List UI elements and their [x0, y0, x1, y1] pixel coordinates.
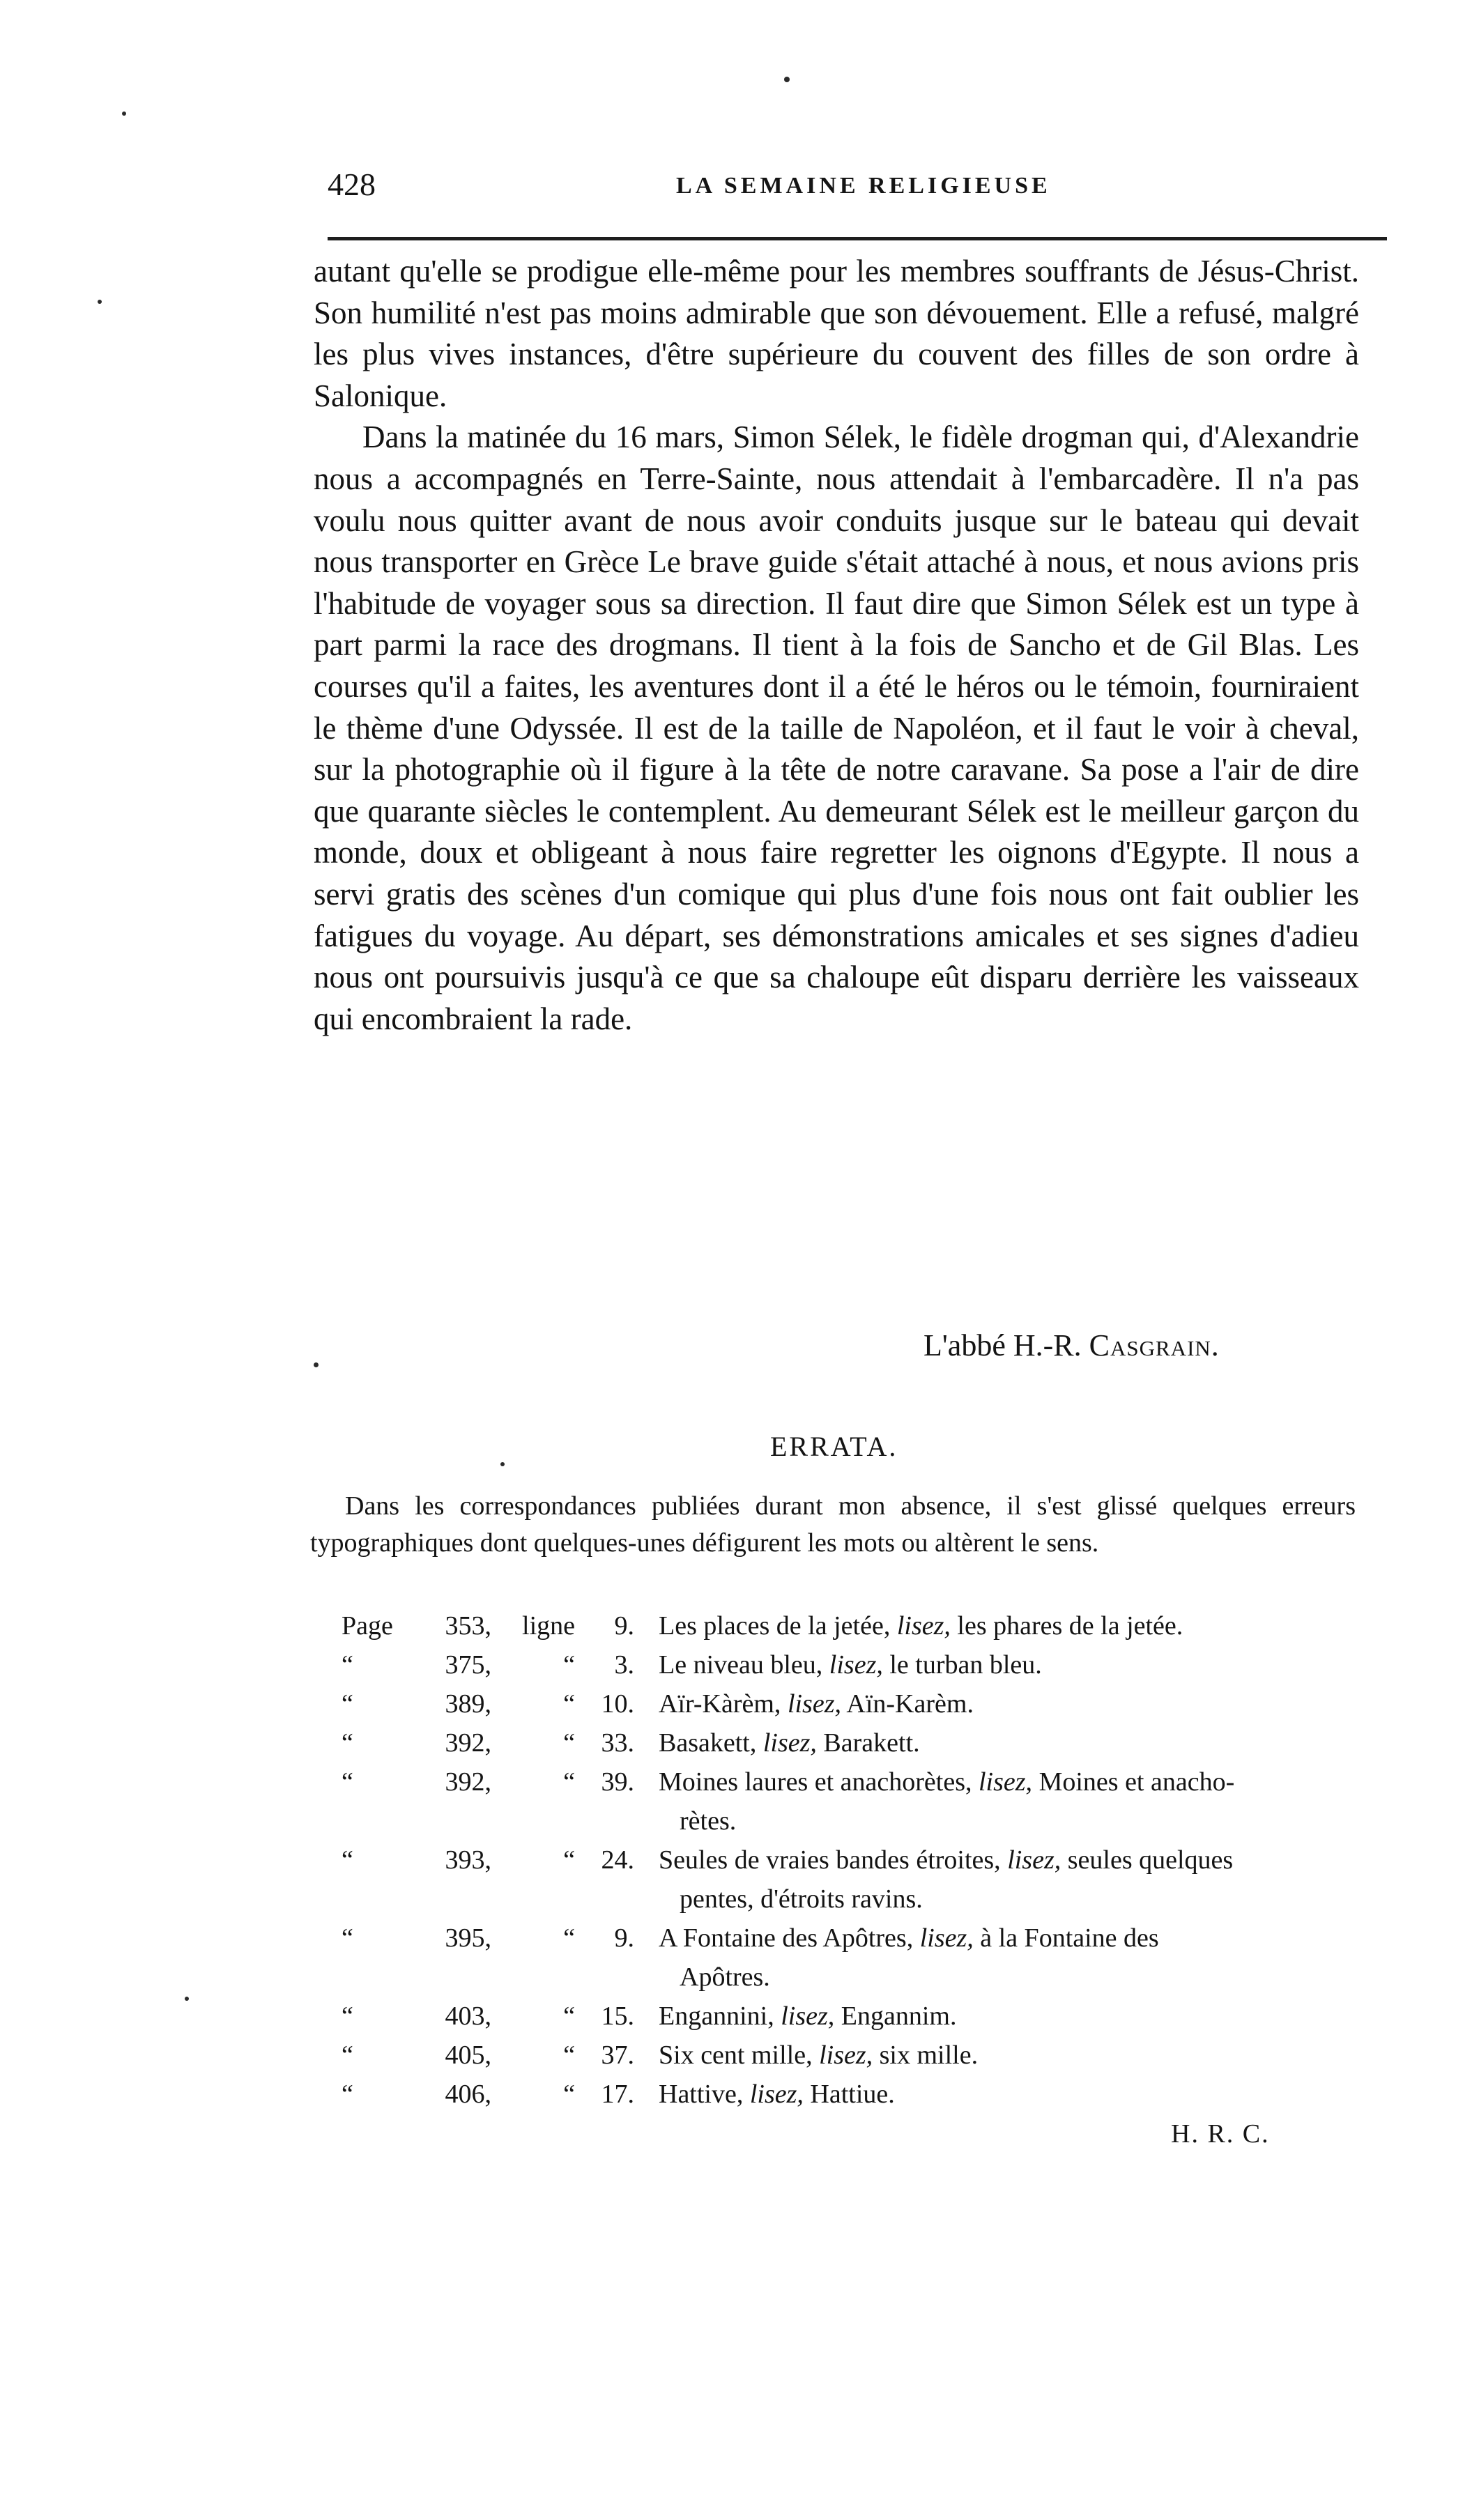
lisez-label: lisez, [749, 2080, 804, 2109]
paragraph-2: Dans la matinée du 16 mars, Simon Sélek, le fidèle drogman qui, d'Alexandrie nous a accompagnés en Terre-Sainte, nous attendait à l'embarcadère. Il n'a pas voulu nous quitter avant de nous avoir conduits jusque sur le bateau qui devait nous transporter en Grèce Le brave guide s'était attaché à nous, et nous avions pris l'habitude de voyager sous sa direction. Il faut dire que Simon Sélek est un type à part parmi la race des drogmans. Il tient à la fois de Sancho et de Gil Blas. Les courses qu'il a faites, les aventures dont il a été le héros ou le témoin, fourniraient le thème d'une Odyssée. Il est de la taille de Napoléon, et il faut le voir à cheval, sur la photographie où il figure à la tête de notre caravane. Sa pose a l'air de dire que quarante siècles le contemplent. Au demeurant Sélek est le meilleur garçon du monde, doux et obligeant à nous faire regretter les oignons d'Egypte. Il nous a servi gratis des scènes d'un comique qui plus d'une fois nous ont fait oublier les fatigues du voyage. Au départ, ses démonstrations amicales et ses signes d'adieu nous ont poursuivis jusqu'à ce que sa chaloupe eût disparu derrière les vaisseaux qui encombraient la rade. [314, 420, 1359, 1036]
lisez-label: lisez, [787, 1689, 841, 1719]
line-number: 10. [601, 1689, 634, 1719]
errata-row [342, 1919, 1345, 1997]
lisez-label: lisez, [819, 2041, 873, 2070]
lisez-label: lisez, [829, 1650, 883, 1680]
errata-row [342, 2036, 1345, 2075]
paragraph-1: autant qu'elle se prodigue elle-même pour les membres souffrants de Jésus-Christ. Son humilité n'est pas moins admirable que son dévouement. Elle a refusé, malgré les plus vives instances, d'être supérieure du couvent des filles de son ordre à Salonique. [314, 254, 1359, 413]
line-label: “ [563, 1923, 575, 1953]
erroneous-text: Engannini, [659, 2002, 774, 2031]
page-label: “ [342, 2002, 353, 2031]
print-speck [314, 1362, 319, 1367]
correction-text [634, 1684, 1345, 1723]
page-number: 428 [328, 167, 376, 202]
running-title: LA SEMAINE RELIGIEUSE [676, 173, 1051, 199]
correction-continuation: pentes, d'étroits ravins. [680, 1884, 923, 1914]
line-label: “ [563, 1845, 575, 1875]
page-number: 389, [445, 1689, 491, 1719]
page-number: 403, [445, 2002, 491, 2031]
corrected-text: seules quelques [1067, 1845, 1234, 1875]
lisez-label: lisez, [1007, 1845, 1061, 1875]
page-label: “ [342, 1923, 353, 1953]
line-label: “ [563, 1767, 575, 1797]
errata-row [342, 1645, 1345, 1684]
print-speck [500, 1462, 505, 1466]
errata-row [342, 1997, 1345, 2036]
errata-intro-block [310, 1488, 1356, 1562]
errata-row [342, 1723, 1345, 1762]
header-rule [328, 237, 1387, 240]
correction-continuation: rètes. [680, 1806, 737, 1836]
correction-text [634, 1762, 1345, 1841]
line-number: 3. [614, 1650, 634, 1680]
page-number: 405, [445, 2041, 491, 2070]
page-label: “ [342, 2080, 353, 2109]
page-number: 395, [445, 1923, 491, 1953]
corrected-text: à la Fontaine des [980, 1923, 1159, 1953]
line-number: 15. [601, 2002, 634, 2031]
lisez-label: lisez, [762, 1728, 817, 1758]
page-label: “ [342, 1650, 353, 1680]
erroneous-text: Le niveau bleu, [659, 1650, 823, 1680]
lisez-label: lisez, [781, 2002, 835, 2031]
line-number: 9. [614, 1611, 634, 1641]
page-number: 353, [445, 1611, 491, 1641]
errata-row [342, 1841, 1345, 1919]
erroneous-text: A Fontaine des Apôtres, [659, 1923, 914, 1953]
line-number: 24. [601, 1845, 634, 1875]
errata-initials: H. R. C. [1171, 2119, 1270, 2149]
erroneous-text: Hattive, [659, 2080, 744, 2109]
author-signature [923, 1328, 1220, 1363]
page-label: “ [342, 1728, 353, 1758]
errata-row [342, 1606, 1345, 1645]
correction-text [634, 2075, 1345, 2114]
corrected-text: Engannim. [841, 2002, 957, 2031]
erroneous-text: Les places de la jetée, [659, 1611, 891, 1641]
corrected-text: six mille. [879, 2041, 979, 2070]
corrected-text: Barakett. [823, 1728, 920, 1758]
erroneous-text: Basakett, [659, 1728, 757, 1758]
lisez-label: lisez, [979, 1767, 1033, 1797]
line-label: “ [563, 1689, 575, 1719]
corrected-text: Aïn-Karèm. [846, 1689, 974, 1719]
errata-intro: Dans les correspondances publiées durant mon absence, il s'est glissé quelques erreurs typographiques dont quelques-unes défigurent les mots ou altèrent le sens. [310, 1491, 1356, 1558]
page-number: 375, [445, 1650, 491, 1680]
errata-row [342, 1684, 1345, 1723]
page-header [328, 166, 1373, 215]
line-label: “ [563, 2041, 575, 2070]
erroneous-text: Moines laures et anachorètes, [659, 1767, 972, 1797]
print-speck [784, 77, 790, 82]
page-number: 393, [445, 1845, 491, 1875]
line-number: 17. [601, 2080, 634, 2109]
print-speck [98, 300, 102, 304]
erroneous-text: Aïr-Kàrèm, [659, 1689, 781, 1719]
signature-name: Casgrain. [1089, 1328, 1220, 1362]
page-label: “ [342, 1689, 353, 1719]
line-number: 9. [614, 1923, 634, 1953]
page-label: “ [342, 1767, 353, 1797]
print-speck [122, 112, 126, 116]
correction-text [634, 1645, 1345, 1684]
correction-text [634, 1841, 1345, 1919]
page-number: 392, [445, 1728, 491, 1758]
line-label: “ [563, 1728, 575, 1758]
article-body [314, 251, 1359, 1040]
correction-text [634, 1919, 1345, 1997]
page-number: 392, [445, 1767, 491, 1797]
correction-text [634, 1997, 1345, 2036]
correction-text [634, 1606, 1345, 1645]
errata-row [342, 1762, 1345, 1841]
line-number: 39. [601, 1767, 634, 1797]
errata-list [342, 1606, 1345, 2114]
correction-text [634, 1723, 1345, 1762]
corrected-text: les phares de la jetée. [957, 1611, 1183, 1641]
correction-continuation: Apôtres. [680, 1962, 770, 1992]
erroneous-text: Six cent mille, [659, 2041, 813, 2070]
line-label: “ [563, 2002, 575, 2031]
erroneous-text: Seules de vraies bandes étroites, [659, 1845, 1001, 1875]
corrected-text: Hattiue. [810, 2080, 895, 2109]
lisez-label: lisez, [919, 1923, 974, 1953]
line-number: 33. [601, 1728, 634, 1758]
page-label: Page [342, 1611, 393, 1641]
line-label: “ [563, 1650, 575, 1680]
line-label: “ [563, 2080, 575, 2109]
page-number: 406, [445, 2080, 491, 2109]
page-label: “ [342, 2041, 353, 2070]
signature-prefix: L'abbé H.-R. [923, 1328, 1089, 1362]
errata-title: ERRATA. [770, 1431, 898, 1462]
correction-text [634, 2036, 1345, 2075]
corrected-text: Moines et anacho- [1038, 1767, 1235, 1797]
errata-row [342, 2075, 1345, 2114]
line-label: ligne [522, 1611, 575, 1641]
print-speck [185, 1997, 189, 2001]
lisez-label: lisez, [896, 1611, 951, 1641]
page-label: “ [342, 1845, 353, 1875]
line-number: 37. [601, 2041, 634, 2070]
corrected-text: le turban bleu. [889, 1650, 1042, 1680]
